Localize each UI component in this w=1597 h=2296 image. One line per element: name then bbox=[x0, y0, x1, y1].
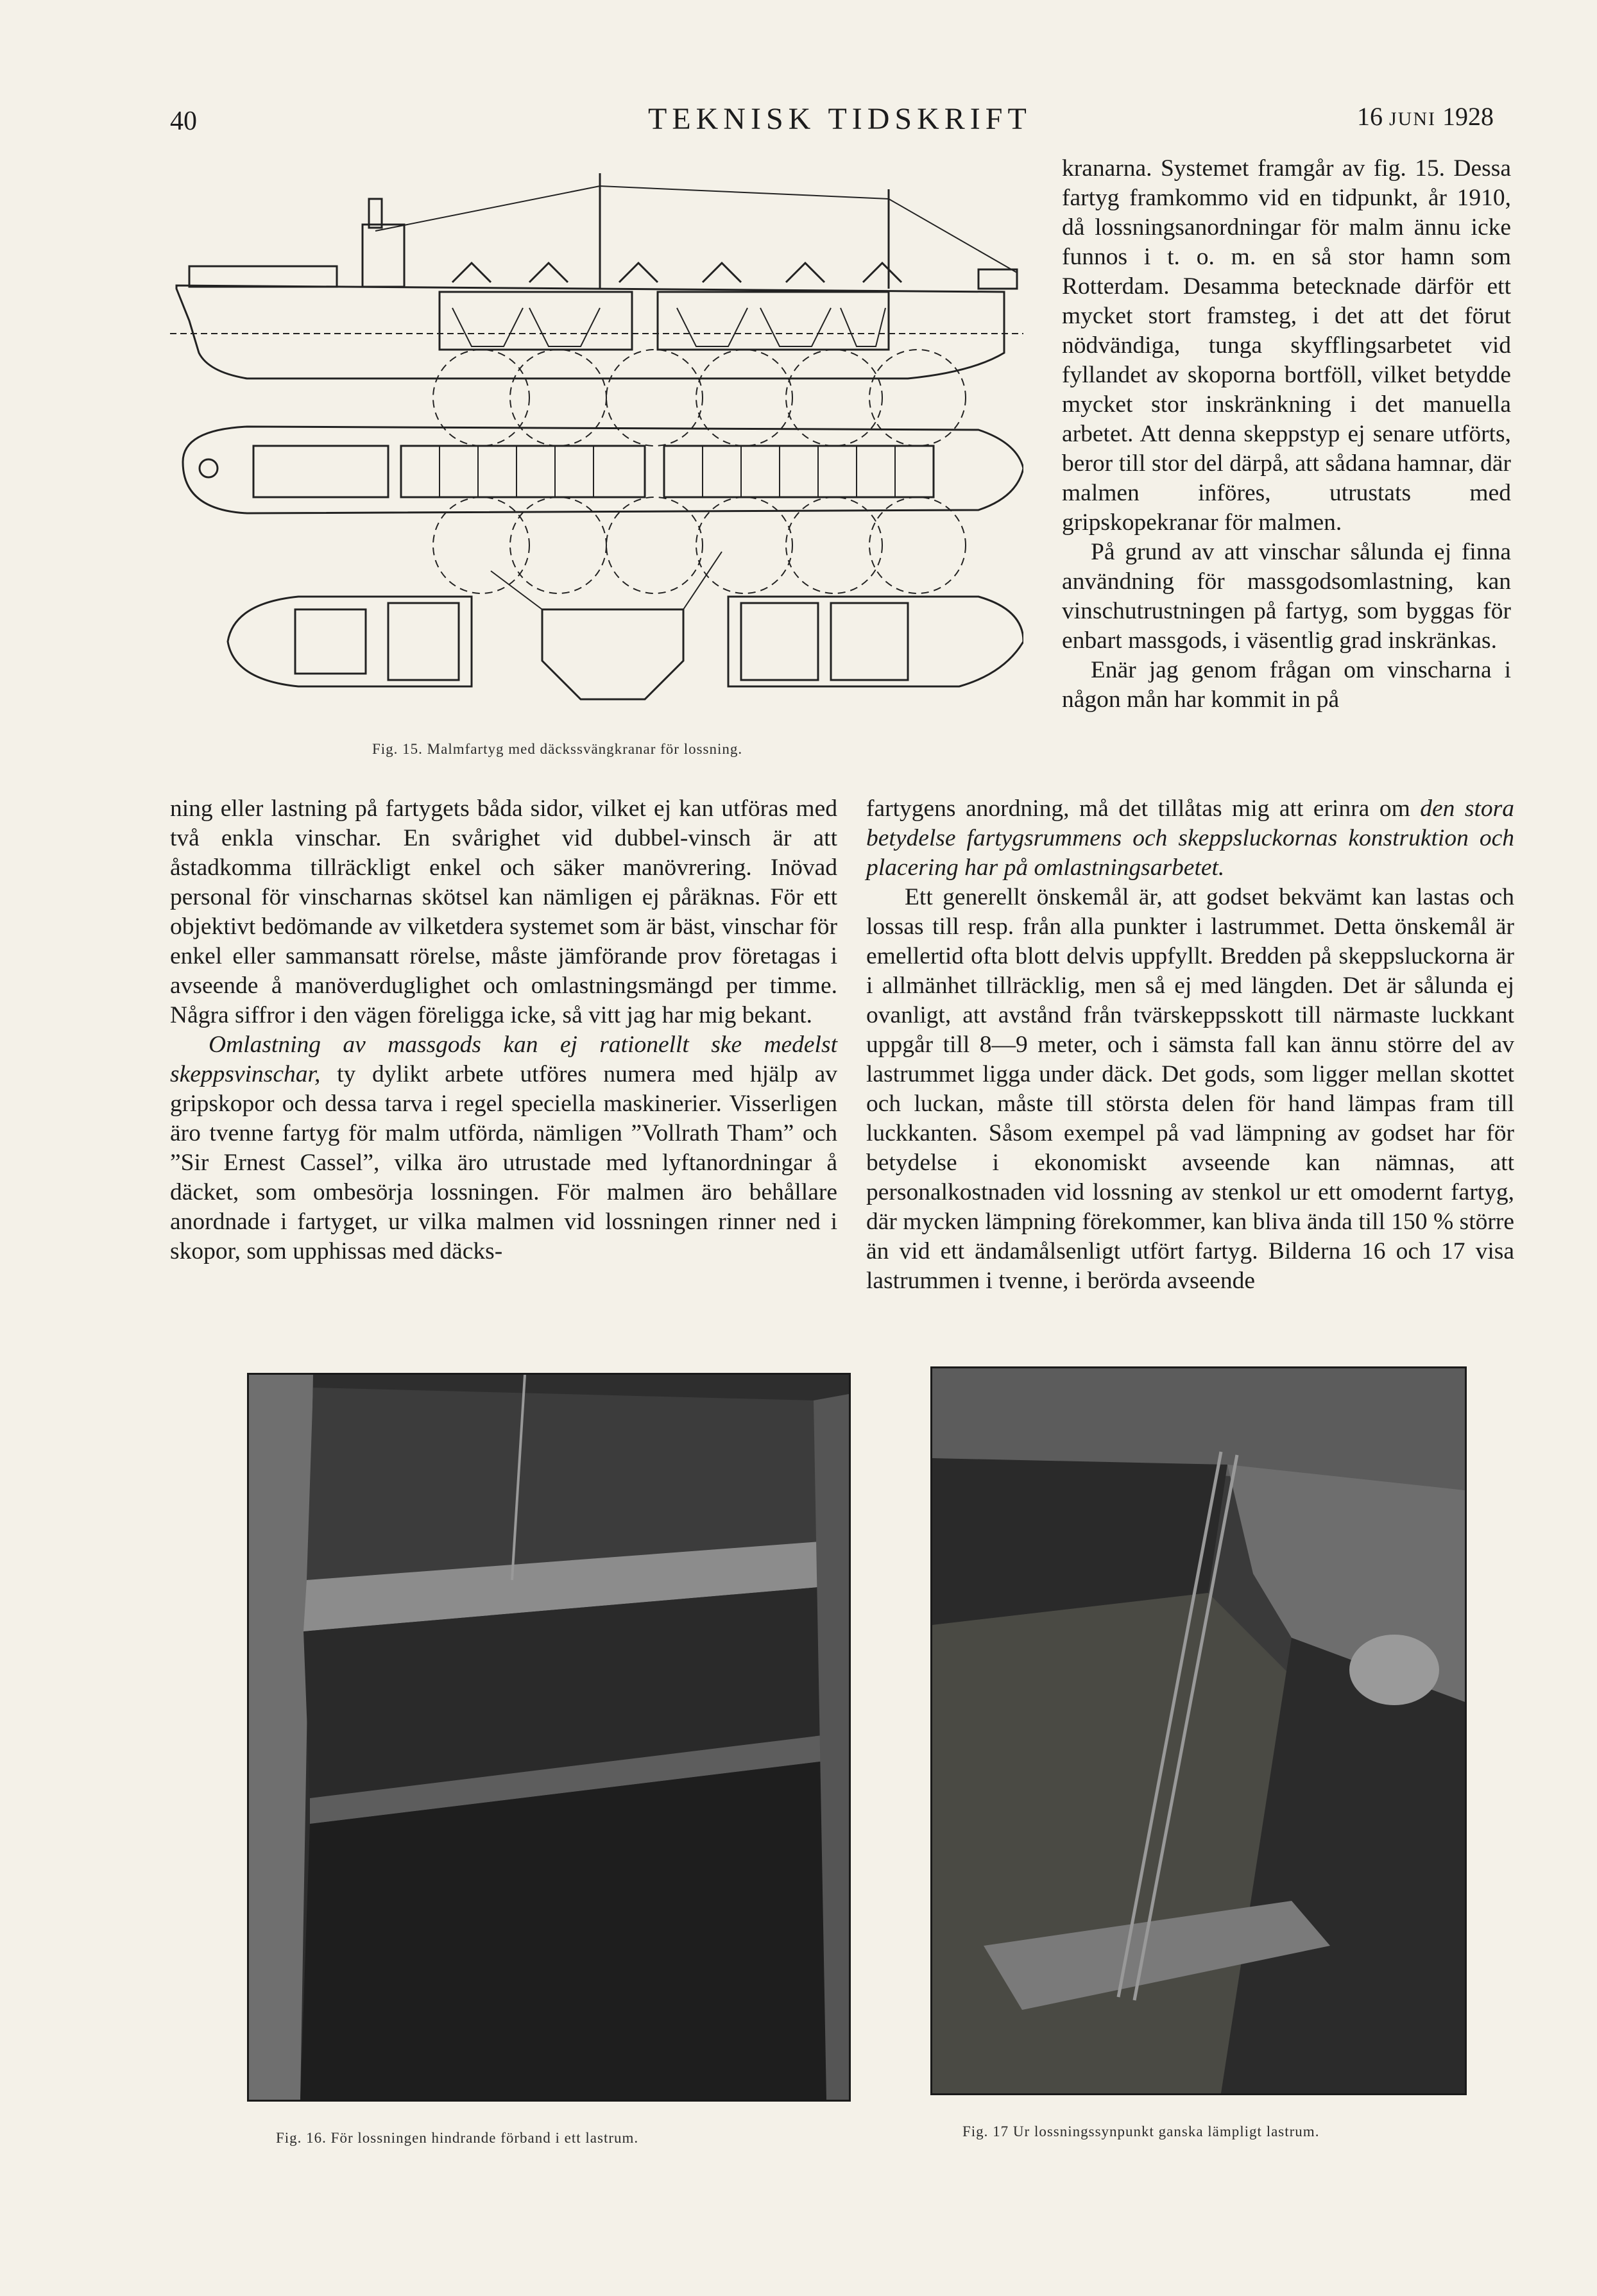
figure-15-caption: Fig. 15. Malmfartyg med däckssvängkranar för lossning. bbox=[372, 741, 743, 757]
paragraph-text: fartygens anordning, må det tillåtas mig att erinra om bbox=[866, 795, 1421, 822]
right-column bbox=[866, 794, 1514, 1296]
figure-15-ship-drawing bbox=[170, 160, 1023, 738]
right-column-top bbox=[1062, 154, 1511, 715]
paragraph: kranarna. Systemet framgår av fig. 15. Dessa fartyg framkommo vid en tidpunkt, år 1910, då lossningsanordningar för malm ännu icke funnos i t. o. m. en så stor hamn som Rotterdam. Desamma betecknade därför ett mycket stort framsteg, i det att det förut nödvändiga, tunga skyfflingsarbetet vid fyllandet av skoporna bortföll, vilket betydde mycket stor inskränkning i det manuella arbetet. Att denna skeppstyp ej senare utförts, beror till stor del därpå, att sådana hamnar, där malmen införes, utrustats med gripskopekranar för malmen. bbox=[1062, 155, 1511, 536]
cargo-hold-photo-17 bbox=[932, 1368, 1465, 2093]
paragraph bbox=[866, 794, 1514, 883]
figure-17-photo bbox=[930, 1366, 1467, 2095]
italic-emphasis: Omlastning av massgods kan ej rationellt ske medelst skeppsvinschar, bbox=[170, 1032, 837, 1087]
italic-emphasis: den stora betydelse fartygsrummens och skeppsluckornas konstruktion och placering har på omlastningsarbetet. bbox=[866, 795, 1515, 881]
left-column bbox=[170, 794, 837, 1266]
paragraph: ning eller lastning på fartygets båda sidor, vilket ej kan utföras med två enkla vinschar. En svårighet vid dubbel-vinsch är att åstadkomma tillräckligt enkel och säker manövrering. Inövad personal för vinscharnas skötsel kan nämligen ej påräknas. För ett objektivt bedömande av vilketdera systemet som är bäst, vinschar för enkel eller sammansatt rörelse, måste jämförande prov företagas i avseende å manöverduglighet och omlastningsmängd per timme. Några siffror i den vägen föreligga icke, så vitt jag har mig bekant. bbox=[170, 795, 837, 1028]
issue-month: JUNI bbox=[1389, 108, 1436, 130]
paragraph-text: ty dylikt arbete utföres numera med hjälp av gripskopor och dessa tarva i regel speciella maskinerier. Visserligen äro tvenne fartyg för malm utförda, nämligen ”Vollrath Tham” och ”Sir Ernest Cassel”, vilka äro utrustade med lyftanordningar å däcket, som ombesörja lossningen. För malmen äro behållare anordnade i fartyget, ur vilka malmen vid lossningen rinner ned i skopor, som upphissas med däcks- bbox=[170, 1061, 837, 1264]
journal-title: TEKNISK TIDSKRIFT bbox=[648, 102, 1032, 136]
issue-date bbox=[1357, 101, 1494, 132]
paragraph: Enär jag genom frågan om vinscharna i någon mån har kommit in på bbox=[1062, 657, 1511, 713]
figure-16-caption: Fig. 16. För lossningen hindrande förband i ett lastrum. bbox=[276, 2130, 639, 2146]
cargo-hold-photo-16 bbox=[249, 1375, 849, 2100]
figure-16-photo bbox=[247, 1373, 851, 2102]
paragraph bbox=[170, 1030, 837, 1266]
paragraph: På grund av att vinschar sålunda ej finna användning för massgodsomlastning, kan vinschutrustningen på fartyg, som byggas för enbart massgods, i väsentlig grad inskränkas. bbox=[1062, 539, 1511, 654]
ship-plan-svg bbox=[170, 160, 1023, 738]
issue-day: 16 bbox=[1357, 102, 1383, 131]
issue-year: 1928 bbox=[1442, 102, 1494, 131]
paragraph: Ett generellt önskemål är, att godset bekvämt kan lastas och lossas till resp. från alla punkter i lastrummet. Detta önskemål är emellertid ofta blott delvis uppfyllt. Bredden på skeppsluckorna är i allmänhet tillräcklig, men så ej med längden. Det är sålunda ej ovanligt, att avstånd från tvärskeppsskott till närmaste luckkant uppgår till 8—9 meter, och i sämsta fall kan ännu större del av lastrummet ligga under däck. Det gods, som ligger mellan skottet och luckan, måste till största delen för hand lämpas fram till luckkanten. Såsom exempel på vad lämpning av godset har för betydelse i ekonomiskt avseende kan nämnas, att personalkostnaden vid lossning av stenkol ur ett omodernt fartyg, där mycken lämpning förekommer, kan bliva ända till 150 % större än vid ett ändamålsenligt utfört fartyg. Bilderna 16 och 17 visa lastrummen i tvenne, i berörda avseende bbox=[866, 884, 1514, 1294]
figure-17-caption: Fig. 17 Ur lossningssynpunkt ganska lämpligt lastrum. bbox=[962, 2123, 1320, 2139]
page-number: 40 bbox=[170, 106, 197, 136]
